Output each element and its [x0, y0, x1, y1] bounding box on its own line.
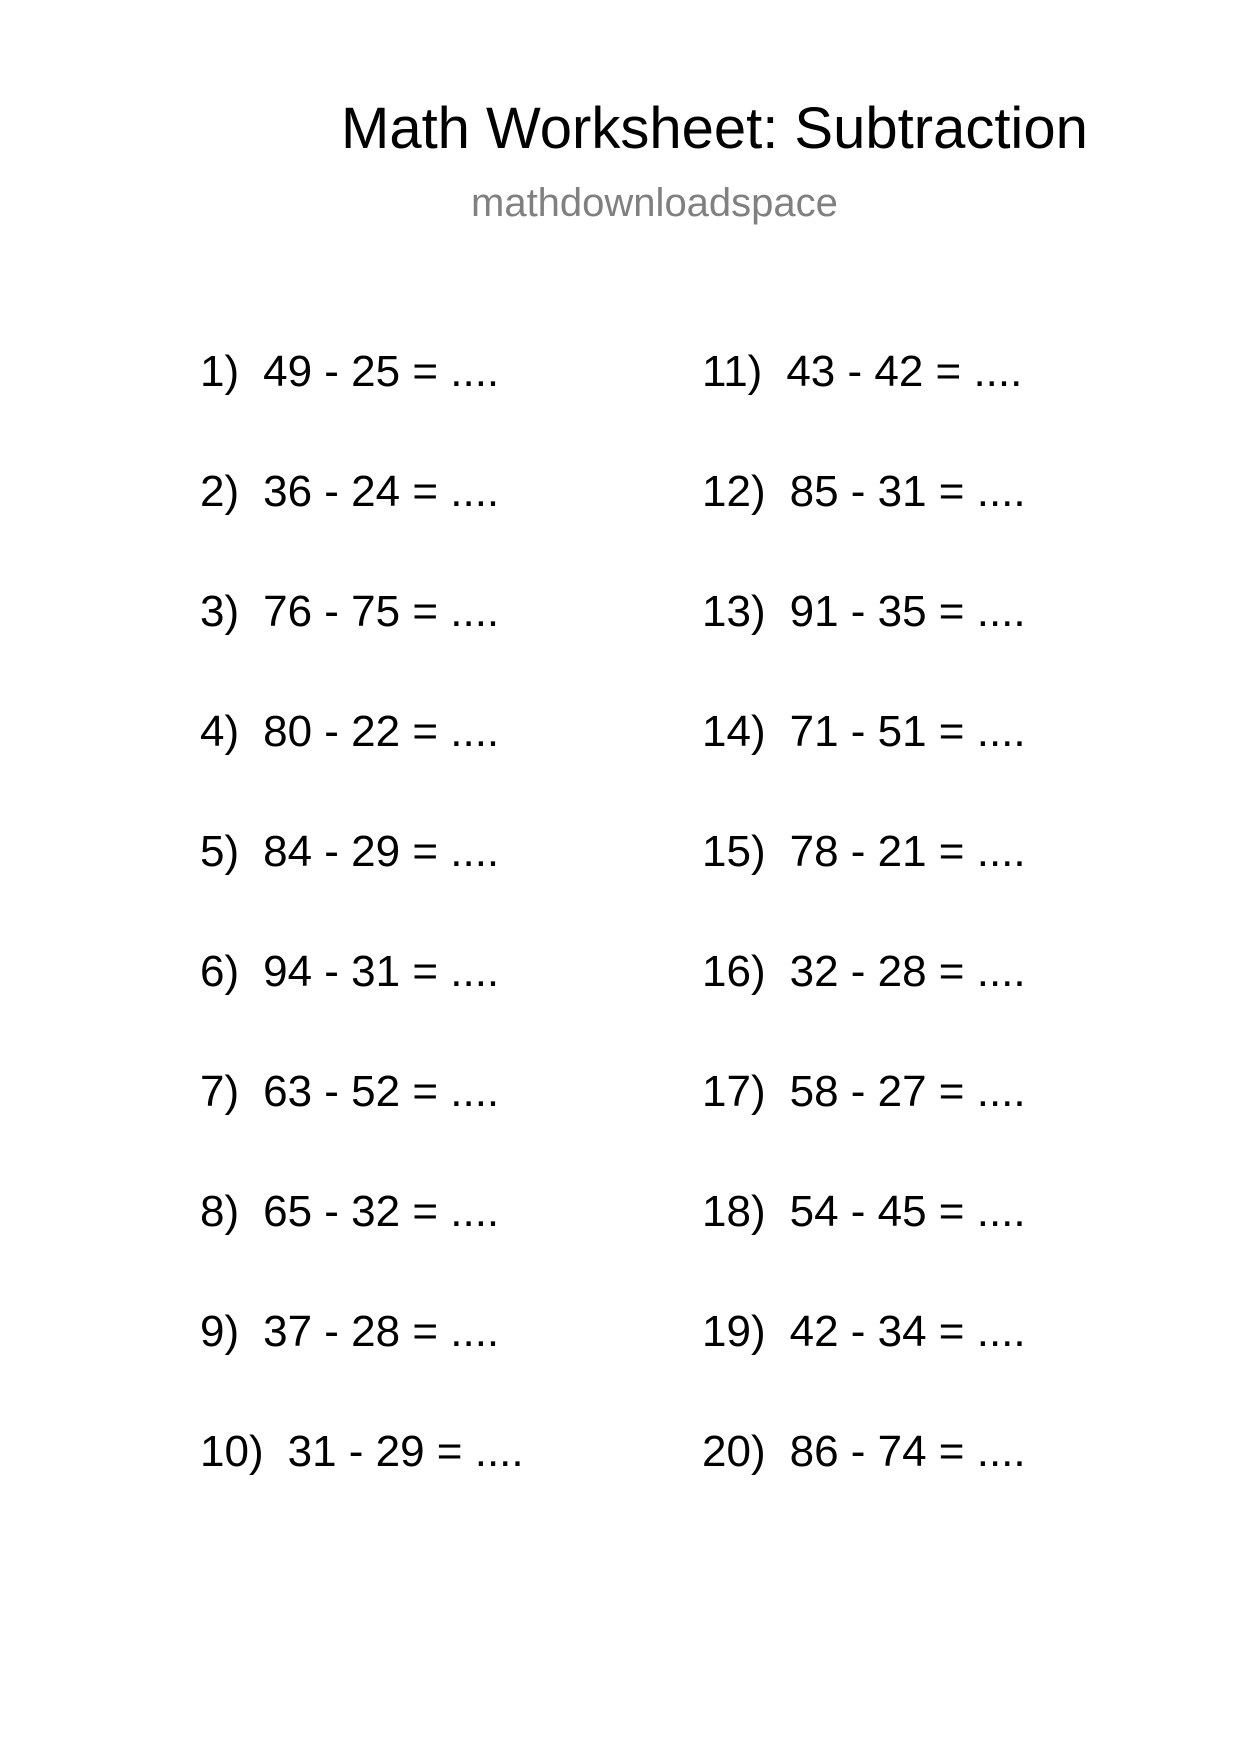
problem-expression: 43 - 42 = .... [786, 347, 1023, 396]
problem-item [200, 1307, 524, 1430]
problem-expression: 63 - 52 = .... [263, 1067, 500, 1116]
problem-item [702, 1427, 1026, 1550]
problem-item [702, 587, 1026, 710]
problem-item [702, 947, 1026, 1070]
problem-item [200, 1187, 524, 1310]
problem-item [200, 347, 524, 470]
problems-column-right [702, 347, 1026, 1550]
problem-item [200, 467, 524, 590]
problem-number: 13) [702, 587, 766, 636]
problem-number: 1) [200, 347, 240, 396]
problem-number: 4) [200, 707, 240, 756]
problem-number: 10) [200, 1427, 264, 1476]
problem-number: 14) [702, 707, 766, 756]
problem-expression: 71 - 51 = .... [789, 707, 1026, 756]
problems-column-left [200, 347, 524, 1550]
problem-number: 15) [702, 827, 766, 876]
page-subtitle: mathdownloadspace [471, 181, 838, 225]
problem-number: 16) [702, 947, 766, 996]
problem-number: 8) [200, 1187, 240, 1236]
problem-item [200, 827, 524, 950]
problem-expression: 78 - 21 = .... [789, 827, 1026, 876]
problem-expression: 42 - 34 = .... [789, 1307, 1026, 1356]
problem-item [702, 467, 1026, 590]
problem-expression: 58 - 27 = .... [789, 1067, 1026, 1116]
problem-number: 2) [200, 467, 240, 516]
problem-item [702, 1067, 1026, 1190]
problem-number: 11) [702, 347, 763, 396]
problem-expression: 65 - 32 = .... [263, 1187, 500, 1236]
problem-item [200, 947, 524, 1070]
problem-number: 17) [702, 1067, 766, 1116]
problem-item [200, 707, 524, 830]
problem-item [200, 1427, 524, 1550]
problem-item [702, 1187, 1026, 1310]
problem-expression: 37 - 28 = .... [263, 1307, 500, 1356]
problem-expression: 32 - 28 = .... [789, 947, 1026, 996]
problem-item [702, 1307, 1026, 1430]
problem-number: 6) [200, 947, 240, 996]
problem-item [702, 827, 1026, 950]
problem-number: 9) [200, 1307, 240, 1356]
problem-expression: 85 - 31 = .... [789, 467, 1026, 516]
problem-number: 20) [702, 1427, 766, 1476]
problem-number: 7) [200, 1067, 240, 1116]
problem-number: 3) [200, 587, 240, 636]
problem-item [200, 1067, 524, 1190]
problem-expression: 31 - 29 = .... [287, 1427, 524, 1476]
problem-number: 5) [200, 827, 240, 876]
problem-item [702, 707, 1026, 830]
problem-expression: 84 - 29 = .... [263, 827, 500, 876]
problem-number: 12) [702, 467, 766, 516]
problem-expression: 91 - 35 = .... [789, 587, 1026, 636]
problem-expression: 80 - 22 = .... [263, 707, 500, 756]
problem-expression: 36 - 24 = .... [263, 467, 500, 516]
problem-item [200, 587, 524, 710]
problem-expression: 86 - 74 = .... [789, 1427, 1026, 1476]
problem-item [702, 347, 1026, 470]
problem-expression: 94 - 31 = .... [263, 947, 500, 996]
problem-expression: 49 - 25 = .... [263, 347, 500, 396]
problem-number: 19) [702, 1307, 766, 1356]
problem-expression: 76 - 75 = .... [263, 587, 500, 636]
page-title: Math Worksheet: Subtraction [341, 96, 1088, 161]
problem-expression: 54 - 45 = .... [789, 1187, 1026, 1236]
problem-number: 18) [702, 1187, 766, 1236]
